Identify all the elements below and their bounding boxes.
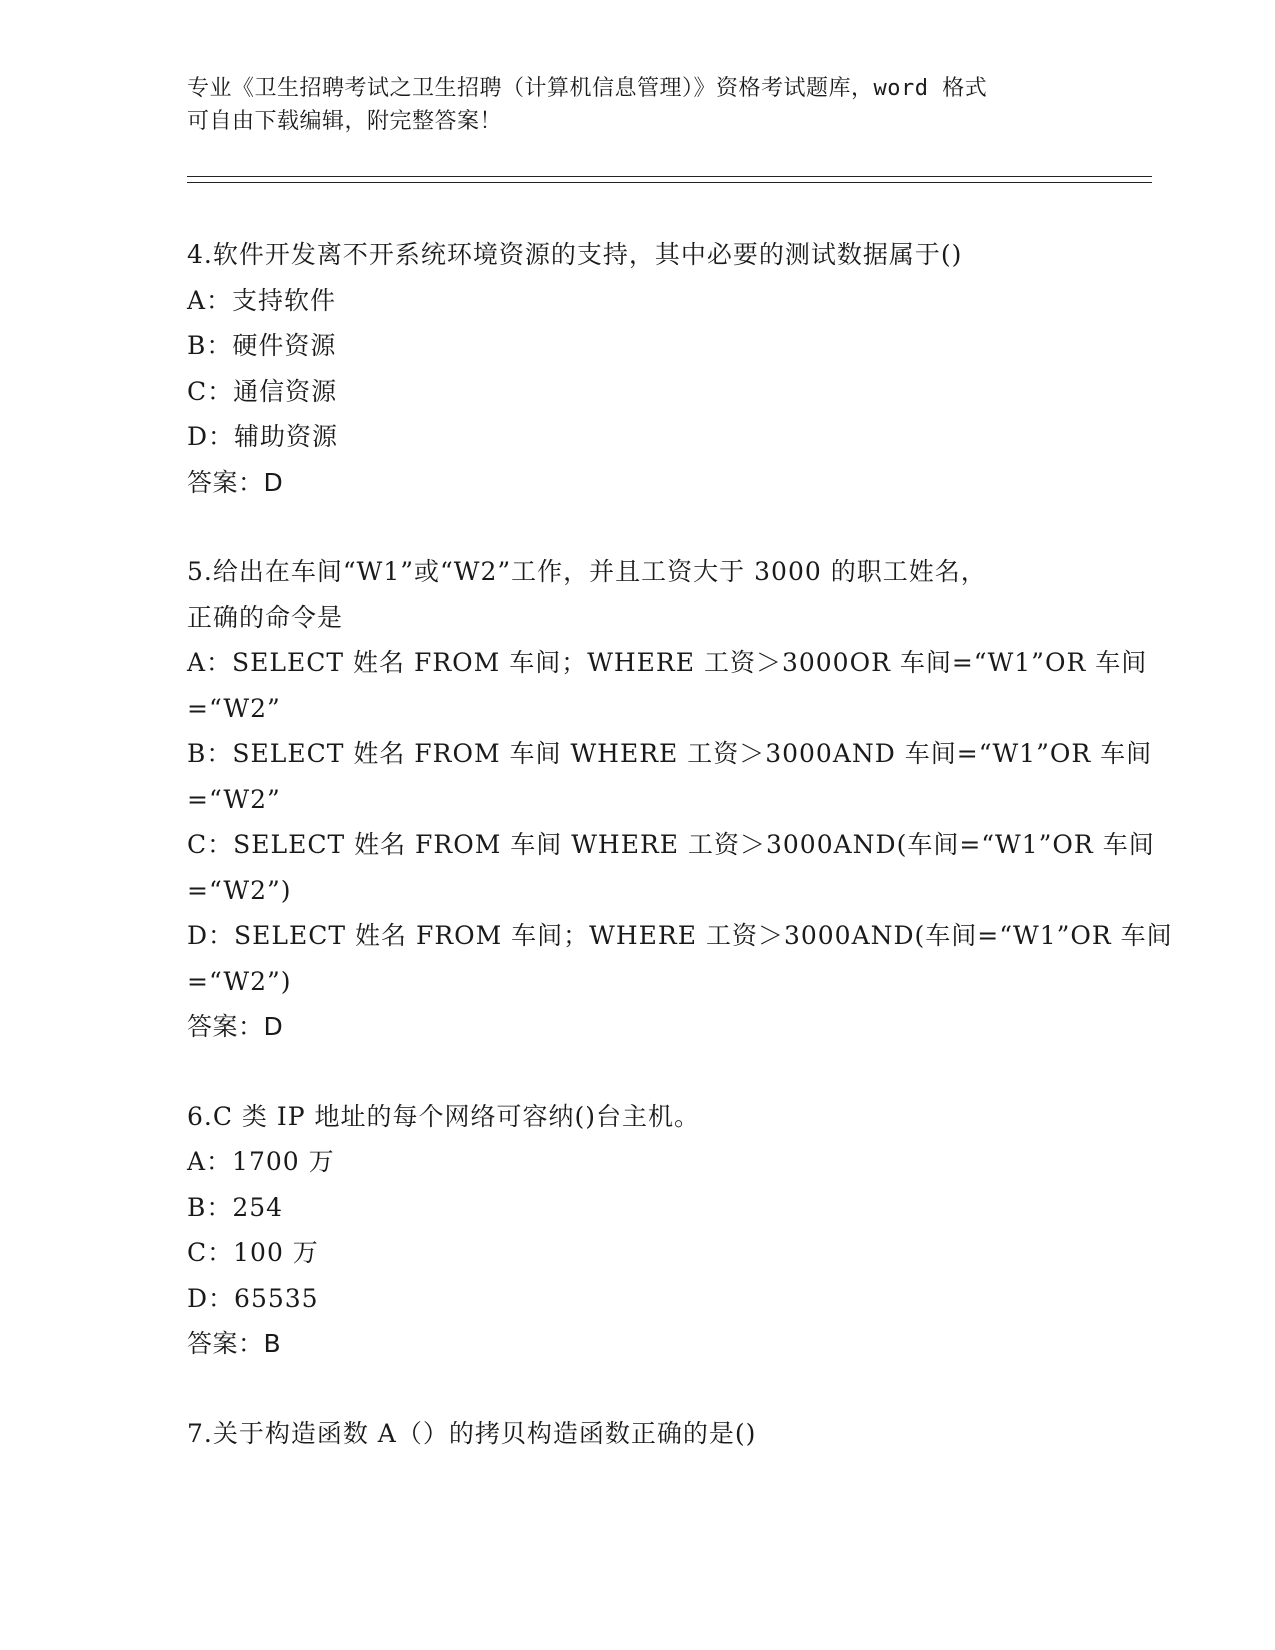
question-text: 5.给出在车间“W1”或“W2”工作，并且工资大于 3000 的职工姓名， [187,557,987,586]
answer-option: A：SELECT 姓名 FROM 车间；WHERE 工资＞3000OR 车间=“W1”OR 车间 [187,648,1148,677]
header-line-2: 可自由下载编辑，附完整答案！ [187,109,503,134]
question-text: 正确的命令是 [187,602,344,632]
question-text: 6.C 类 IP 地址的每个网络可容纳()台主机。 [187,1101,701,1131]
question-block [187,1411,1087,1457]
answer-option: C：100 万 [187,1238,319,1267]
answer-option: D：SELECT 姓名 FROM 车间；WHERE 工资＞3000AND(车间=“W1”OR 车间 [187,921,1173,950]
answer-option: =“W2” [187,693,281,723]
answer-option: B：254 [187,1192,284,1222]
answer-option: C：通信资源 [187,376,338,406]
answer-option: =“W2” [187,784,281,814]
header-divider-top [187,176,1152,177]
answer-option: C：SELECT 姓名 FROM 车间 WHERE 工资＞3000AND(车间=“W1”OR 车间 [187,830,1155,859]
answer-option: B：SELECT 姓名 FROM 车间 WHERE 工资＞3000AND 车间=“W1”OR 车间 [187,739,1153,768]
question-text: 4.软件开发离不开系统环境资源的支持，其中必要的测试数据属于() [187,240,963,269]
header-divider-bottom [187,182,1152,183]
question-block [187,1094,1087,1367]
header-line-1: 专业《卫生招聘考试之卫生招聘（计算机信息管理）》资格考试题库，word 格式 [187,76,988,101]
answer-option: =“W2”) [187,966,292,996]
answer-key: 答案：D [187,1012,284,1041]
question-list [187,232,1173,1500]
answer-option: B：硬件资源 [187,331,337,360]
answer-key: 答案：B [187,1329,282,1358]
answer-option: D：辅助资源 [187,422,339,451]
answer-option: A：1700 万 [187,1147,335,1176]
answer-option: =“W2”) [187,875,292,905]
answer-option: D：65535 [187,1283,319,1313]
answer-option: A：支持软件 [187,285,337,315]
question-block [187,549,1173,1050]
question-text: 7.关于构造函数 A（）的拷贝构造函数正确的是() [187,1418,757,1448]
answer-key: 答案：D [187,467,284,497]
document-header [187,72,1087,138]
question-block [187,232,1087,505]
